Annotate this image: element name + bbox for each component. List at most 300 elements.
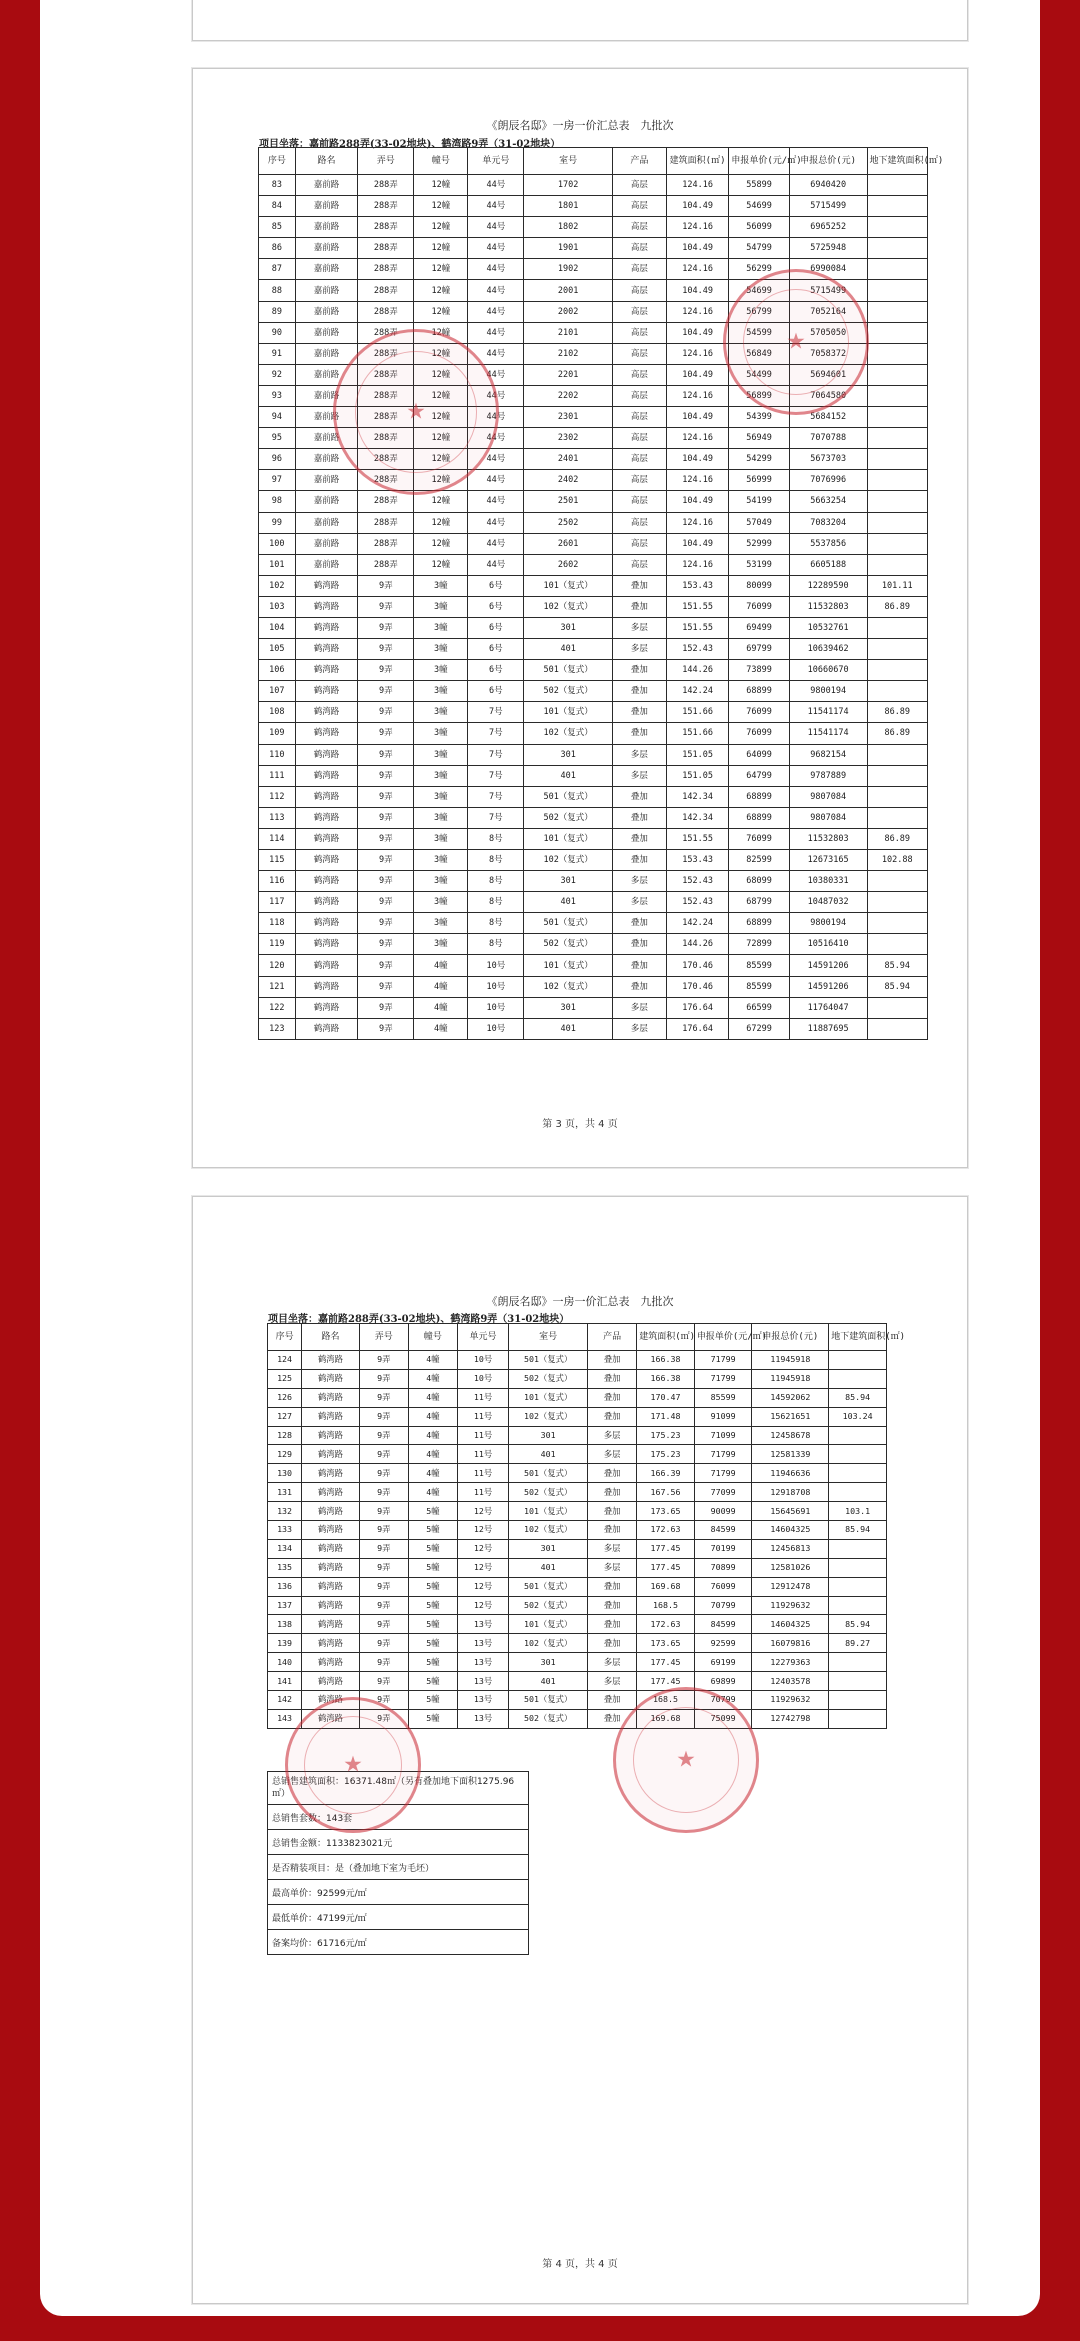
- table-cell: 3幢: [414, 828, 468, 849]
- table-cell: 501（复式）: [524, 660, 612, 681]
- table-cell: 鹤湾路: [302, 1691, 360, 1710]
- table-cell: 301: [509, 1539, 588, 1558]
- table-cell: 10号: [457, 1351, 508, 1370]
- table-cell: 85.94: [829, 1388, 887, 1407]
- table-cell: 86.89: [867, 723, 928, 744]
- table-cell: 105: [259, 639, 296, 660]
- table-cell: 7076996: [789, 470, 867, 491]
- table-cell: [867, 786, 928, 807]
- table-cell: 501（复式）: [524, 913, 612, 934]
- table-row: [259, 723, 928, 744]
- table-cell: 鹤湾路: [302, 1521, 360, 1540]
- table-cell: 高层: [612, 533, 666, 554]
- table-cell: 502（复式）: [509, 1369, 588, 1388]
- table-cell: 2502: [524, 512, 612, 533]
- table-cell: 6965252: [789, 217, 867, 238]
- table-cell: 102（复式）: [509, 1634, 588, 1653]
- summary-max-price: 最高单价：92599元/㎡: [268, 1880, 529, 1905]
- summary-amount: 总销售金额：1133823021元: [268, 1830, 529, 1855]
- table-cell: 11532803: [789, 828, 867, 849]
- table-cell: 134: [268, 1539, 302, 1558]
- table-cell: 7070788: [789, 428, 867, 449]
- table-cell: 167.56: [637, 1483, 695, 1502]
- table-cell: 9弄: [358, 744, 414, 765]
- table-cell: 鹤湾路: [295, 828, 358, 849]
- table-body: [268, 1351, 887, 1729]
- table-cell: 12幢: [414, 364, 468, 385]
- table-cell: 108: [259, 702, 296, 723]
- table-cell: 14591206: [789, 976, 867, 997]
- table-row: [259, 765, 928, 786]
- table-cell: [867, 639, 928, 660]
- table-cell: 高层: [612, 428, 666, 449]
- table-cell: 169.68: [637, 1709, 695, 1728]
- table-cell: 102: [259, 575, 296, 596]
- table-cell: 9弄: [358, 976, 414, 997]
- table-cell: [867, 196, 928, 217]
- table-cell: 鹤湾路: [295, 892, 358, 913]
- table-cell: 11929632: [752, 1691, 829, 1710]
- table-cell: 132: [268, 1502, 302, 1521]
- col-header: 建筑面积(㎡): [666, 148, 729, 175]
- table-cell: [867, 1018, 928, 1039]
- table-cell: 12幢: [414, 470, 468, 491]
- table-cell: 3幢: [414, 850, 468, 871]
- table-row: [259, 343, 928, 364]
- table-cell: 69499: [729, 617, 789, 638]
- table-cell: 176.64: [666, 1018, 729, 1039]
- table-cell: 7064580: [789, 385, 867, 406]
- summary-table: [267, 1771, 529, 1955]
- document-page-3: [192, 68, 968, 1168]
- col-header: 产品: [612, 148, 666, 175]
- table-cell: 7号: [468, 786, 524, 807]
- table-cell: [829, 1483, 887, 1502]
- table-cell: 2202: [524, 385, 612, 406]
- table-cell: 叠加: [612, 850, 666, 871]
- col-header: 室号: [509, 1324, 588, 1351]
- table-cell: 502（复式）: [509, 1596, 588, 1615]
- table-cell: 1901: [524, 238, 612, 259]
- table-cell: 3幢: [414, 807, 468, 828]
- table-cell: 101.11: [867, 575, 928, 596]
- table-cell: [867, 470, 928, 491]
- table-cell: 13号: [457, 1653, 508, 1672]
- table-cell: 9弄: [359, 1691, 408, 1710]
- table-cell: [867, 301, 928, 322]
- table-cell: 44号: [468, 175, 524, 196]
- table-cell: [867, 428, 928, 449]
- table-cell: 11946636: [752, 1464, 829, 1483]
- table-cell: 鹤湾路: [302, 1426, 360, 1445]
- table-cell: 高层: [612, 238, 666, 259]
- table-cell: 104.49: [666, 280, 729, 301]
- table-cell: 3幢: [414, 892, 468, 913]
- table-cell: 107: [259, 681, 296, 702]
- table-cell: 102（复式）: [524, 976, 612, 997]
- table-cell: 86.89: [867, 702, 928, 723]
- table-row: [259, 913, 928, 934]
- table-cell: 127: [268, 1407, 302, 1426]
- table-cell: 12458678: [752, 1426, 829, 1445]
- table-cell: [867, 259, 928, 280]
- table-row: [259, 660, 928, 681]
- table-cell: 401: [509, 1672, 588, 1691]
- table-cell: 119: [259, 934, 296, 955]
- table-cell: 9弄: [358, 828, 414, 849]
- table-cell: 66599: [729, 997, 789, 1018]
- table-cell: 鹤湾路: [295, 997, 358, 1018]
- table-cell: 44号: [468, 533, 524, 554]
- table-cell: 2602: [524, 554, 612, 575]
- table-cell: 12幢: [414, 322, 468, 343]
- table-row: [259, 512, 928, 533]
- table-row: [259, 997, 928, 1018]
- table-cell: 叠加: [588, 1577, 637, 1596]
- table-cell: 73899: [729, 660, 789, 681]
- table-cell: 嘉前路: [295, 259, 358, 280]
- table-cell: 3幢: [414, 660, 468, 681]
- table-row: [268, 1351, 887, 1370]
- doc-title: 《朗辰名邸》一房一价汇总表 九批次: [486, 119, 674, 132]
- table-cell: 叠加: [588, 1388, 637, 1407]
- table-cell: 401: [524, 892, 612, 913]
- table-cell: 93: [259, 385, 296, 406]
- table-cell: 15645691: [752, 1502, 829, 1521]
- table-row: [259, 617, 928, 638]
- table-cell: 68899: [729, 681, 789, 702]
- table-row: [259, 871, 928, 892]
- table-cell: 84599: [694, 1521, 752, 1540]
- table-cell: 鹤湾路: [302, 1709, 360, 1728]
- table-cell: 106: [259, 660, 296, 681]
- table-cell: 13号: [457, 1615, 508, 1634]
- table-cell: 嘉前路: [295, 533, 358, 554]
- table-cell: 69799: [729, 639, 789, 660]
- table-cell: 177.45: [637, 1558, 695, 1577]
- table-cell: 177.45: [637, 1539, 695, 1558]
- table-cell: 5715499: [789, 280, 867, 301]
- table-cell: 288弄: [358, 512, 414, 533]
- seal-star-icon: ★: [343, 1752, 363, 1778]
- table-cell: [867, 533, 928, 554]
- table-cell: 1801: [524, 196, 612, 217]
- table-cell: 叠加: [612, 934, 666, 955]
- table-cell: 288弄: [358, 385, 414, 406]
- table-cell: [867, 364, 928, 385]
- table-cell: 104.49: [666, 364, 729, 385]
- table-cell: 9弄: [358, 955, 414, 976]
- table-cell: 嘉前路: [295, 196, 358, 217]
- table-cell: 87: [259, 259, 296, 280]
- table-cell: 高层: [612, 343, 666, 364]
- table-cell: 10号: [468, 955, 524, 976]
- summary-decor: 是否精装项目：是（叠加地下室为毛坯）: [268, 1855, 529, 1880]
- table-cell: 122: [259, 997, 296, 1018]
- table-cell: 118: [259, 913, 296, 934]
- table-cell: [867, 407, 928, 428]
- table-cell: [867, 175, 928, 196]
- col-header: 室号: [524, 148, 612, 175]
- table-cell: 5幢: [408, 1672, 457, 1691]
- table-cell: 44号: [468, 385, 524, 406]
- col-header: 产品: [588, 1324, 637, 1351]
- table-cell: 11887695: [789, 1018, 867, 1039]
- table-cell: [867, 871, 928, 892]
- table-cell: 4幢: [408, 1369, 457, 1388]
- table-cell: 288弄: [358, 364, 414, 385]
- table-cell: 鹤湾路: [302, 1464, 360, 1483]
- table-cell: 151.05: [666, 765, 729, 786]
- table-cell: 9弄: [359, 1672, 408, 1691]
- table-cell: 2501: [524, 491, 612, 512]
- table-cell: 44号: [468, 428, 524, 449]
- table-cell: 5537856: [789, 533, 867, 554]
- table-cell: 5幢: [408, 1558, 457, 1577]
- table-cell: 高层: [612, 217, 666, 238]
- table-cell: 9弄: [358, 681, 414, 702]
- col-header: 申报总价(元): [752, 1324, 829, 1351]
- table-cell: 鹤湾路: [302, 1369, 360, 1388]
- table-cell: 11541174: [789, 723, 867, 744]
- col-header: 弄号: [359, 1324, 408, 1351]
- table-cell: 401: [524, 765, 612, 786]
- col-header: 地下建筑面积(㎡): [829, 1324, 887, 1351]
- table-cell: 多层: [588, 1653, 637, 1672]
- table-cell: 114: [259, 828, 296, 849]
- table-cell: [867, 617, 928, 638]
- table-cell: 多层: [588, 1539, 637, 1558]
- table-cell: 叠加: [588, 1709, 637, 1728]
- table-cell: 鹤湾路: [302, 1577, 360, 1596]
- table-cell: 5幢: [408, 1502, 457, 1521]
- table-cell: 288弄: [358, 301, 414, 322]
- table-cell: 168.5: [637, 1691, 695, 1710]
- table-cell: 多层: [612, 639, 666, 660]
- table-cell: 1802: [524, 217, 612, 238]
- table-cell: 2201: [524, 364, 612, 385]
- table-row: [259, 955, 928, 976]
- table-cell: 142: [268, 1691, 302, 1710]
- table-cell: 100: [259, 533, 296, 554]
- table-cell: 鹤湾路: [295, 575, 358, 596]
- table-cell: 84599: [694, 1615, 752, 1634]
- table-cell: [867, 343, 928, 364]
- table-cell: 10号: [468, 997, 524, 1018]
- table-cell: 鹤湾路: [302, 1558, 360, 1577]
- table-cell: 44号: [468, 217, 524, 238]
- table-cell: 鹤湾路: [302, 1634, 360, 1653]
- col-header: 地下建筑面积(㎡): [867, 148, 928, 175]
- table-cell: 57049: [729, 512, 789, 533]
- table-cell: 9弄: [359, 1388, 408, 1407]
- table-cell: [829, 1369, 887, 1388]
- table-cell: 9弄: [359, 1521, 408, 1540]
- table-cell: 4幢: [414, 955, 468, 976]
- table-cell: 12456813: [752, 1539, 829, 1558]
- table-cell: 5663254: [789, 491, 867, 512]
- table-cell: 125: [268, 1369, 302, 1388]
- table-cell: 44号: [468, 449, 524, 470]
- table-cell: 124.16: [666, 512, 729, 533]
- table-cell: 142.24: [666, 681, 729, 702]
- table-cell: 142.34: [666, 807, 729, 828]
- table-cell: 鹤湾路: [295, 871, 358, 892]
- table-cell: 124.16: [666, 259, 729, 280]
- table-cell: 6号: [468, 660, 524, 681]
- table-cell: 9弄: [359, 1426, 408, 1445]
- table-cell: 3幢: [414, 639, 468, 660]
- table-cell: 103.24: [829, 1407, 887, 1426]
- table-cell: [867, 491, 928, 512]
- table-cell: 53199: [729, 554, 789, 575]
- table-cell: 6605188: [789, 554, 867, 575]
- table-cell: 133: [268, 1521, 302, 1540]
- table-cell: 85599: [729, 955, 789, 976]
- table-cell: 13号: [457, 1709, 508, 1728]
- table-cell: 71799: [694, 1445, 752, 1464]
- table-row: [259, 533, 928, 554]
- table-cell: 301: [509, 1653, 588, 1672]
- table-cell: 7号: [468, 765, 524, 786]
- table-cell: 68099: [729, 871, 789, 892]
- table-cell: 嘉前路: [295, 301, 358, 322]
- table-cell: 12581339: [752, 1445, 829, 1464]
- table-cell: 75099: [694, 1709, 752, 1728]
- table-cell: 叠加: [588, 1351, 637, 1370]
- table-cell: 9800194: [789, 681, 867, 702]
- table-cell: 6号: [468, 681, 524, 702]
- table-row: [268, 1691, 887, 1710]
- table-cell: 124.16: [666, 385, 729, 406]
- table-cell: 10号: [468, 976, 524, 997]
- table-cell: 123: [259, 1018, 296, 1039]
- table-cell: 140: [268, 1653, 302, 1672]
- table-cell: 9807084: [789, 807, 867, 828]
- table-row: [268, 1388, 887, 1407]
- table-cell: 76099: [729, 702, 789, 723]
- table-cell: 401: [524, 1018, 612, 1039]
- table-row: [259, 596, 928, 617]
- table-cell: 5725948: [789, 238, 867, 259]
- table-cell: 104.49: [666, 491, 729, 512]
- table-row: [268, 1596, 887, 1615]
- table-cell: 9弄: [358, 913, 414, 934]
- table-cell: 12幢: [414, 175, 468, 196]
- table-cell: 11945918: [752, 1351, 829, 1370]
- table-cell: 9807084: [789, 786, 867, 807]
- table-cell: 叠加: [588, 1596, 637, 1615]
- table-cell: 3幢: [414, 871, 468, 892]
- table-row: [259, 744, 928, 765]
- table-cell: 嘉前路: [295, 175, 358, 196]
- table-cell: 141: [268, 1672, 302, 1691]
- table-cell: 70199: [694, 1539, 752, 1558]
- table-cell: 288弄: [358, 428, 414, 449]
- table-cell: 104.49: [666, 322, 729, 343]
- table-cell: 嘉前路: [295, 280, 358, 301]
- seal-star-icon: ★: [676, 1747, 696, 1773]
- table-cell: 嘉前路: [295, 364, 358, 385]
- table-cell: 11929632: [752, 1596, 829, 1615]
- table-cell: 112: [259, 786, 296, 807]
- table-cell: 104: [259, 617, 296, 638]
- table-cell: 54499: [729, 364, 789, 385]
- table-cell: [829, 1445, 887, 1464]
- table-cell: 高层: [612, 554, 666, 575]
- table-cell: 153.43: [666, 850, 729, 871]
- table-cell: 124.16: [666, 343, 729, 364]
- table-cell: 9弄: [359, 1464, 408, 1483]
- col-header: 建筑面积(㎡): [637, 1324, 695, 1351]
- table-cell: 173.65: [637, 1634, 695, 1653]
- table-row: [268, 1407, 887, 1426]
- table-cell: 鹤湾路: [302, 1596, 360, 1615]
- table-cell: [829, 1351, 887, 1370]
- table-cell: 176.64: [666, 997, 729, 1018]
- table-row: [268, 1672, 887, 1691]
- table-row: [259, 807, 928, 828]
- table-cell: 301: [509, 1426, 588, 1445]
- table-cell: 8号: [468, 934, 524, 955]
- table-cell: 12幢: [414, 259, 468, 280]
- table-cell: 11945918: [752, 1369, 829, 1388]
- table-cell: 9弄: [358, 807, 414, 828]
- table-cell: 288弄: [358, 343, 414, 364]
- table-cell: 166.38: [637, 1351, 695, 1370]
- table-cell: 501（复式）: [509, 1577, 588, 1596]
- table-row: [268, 1426, 887, 1445]
- table-cell: 5694601: [789, 364, 867, 385]
- table-cell: [867, 512, 928, 533]
- table-cell: 130: [268, 1464, 302, 1483]
- table-row: [259, 976, 928, 997]
- table-cell: 叠加: [588, 1691, 637, 1710]
- table-cell: 叠加: [612, 786, 666, 807]
- table-cell: 91099: [694, 1407, 752, 1426]
- table-cell: 叠加: [588, 1615, 637, 1634]
- table-cell: 9弄: [358, 702, 414, 723]
- table-cell: 117: [259, 892, 296, 913]
- table-cell: 3幢: [414, 681, 468, 702]
- table-cell: 175.23: [637, 1445, 695, 1464]
- table-cell: 85599: [694, 1388, 752, 1407]
- table-header-row: [268, 1324, 887, 1351]
- table-cell: 叠加: [588, 1483, 637, 1502]
- table-cell: 85: [259, 217, 296, 238]
- table-cell: 56799: [729, 301, 789, 322]
- table-cell: 4幢: [414, 976, 468, 997]
- table-cell: [867, 449, 928, 470]
- table-cell: 鹤湾路: [295, 596, 358, 617]
- table-cell: 7号: [468, 807, 524, 828]
- table-cell: 502（复式）: [524, 681, 612, 702]
- table-row: [268, 1539, 887, 1558]
- table-cell: [867, 892, 928, 913]
- table-cell: 44号: [468, 554, 524, 575]
- table-row: [268, 1709, 887, 1728]
- table-cell: 86.89: [867, 596, 928, 617]
- table-cell: 高层: [612, 449, 666, 470]
- table-row: [268, 1558, 887, 1577]
- table-cell: 12幢: [414, 512, 468, 533]
- table-cell: 90: [259, 322, 296, 343]
- project-location: 项目坐落：嘉前路288弄(33-02地块)、鹤湾路9弄（31-02地块）: [268, 1314, 570, 1325]
- table-row: [259, 575, 928, 596]
- table-cell: 9弄: [359, 1502, 408, 1521]
- table-cell: 80099: [729, 575, 789, 596]
- col-header: 幢号: [408, 1324, 457, 1351]
